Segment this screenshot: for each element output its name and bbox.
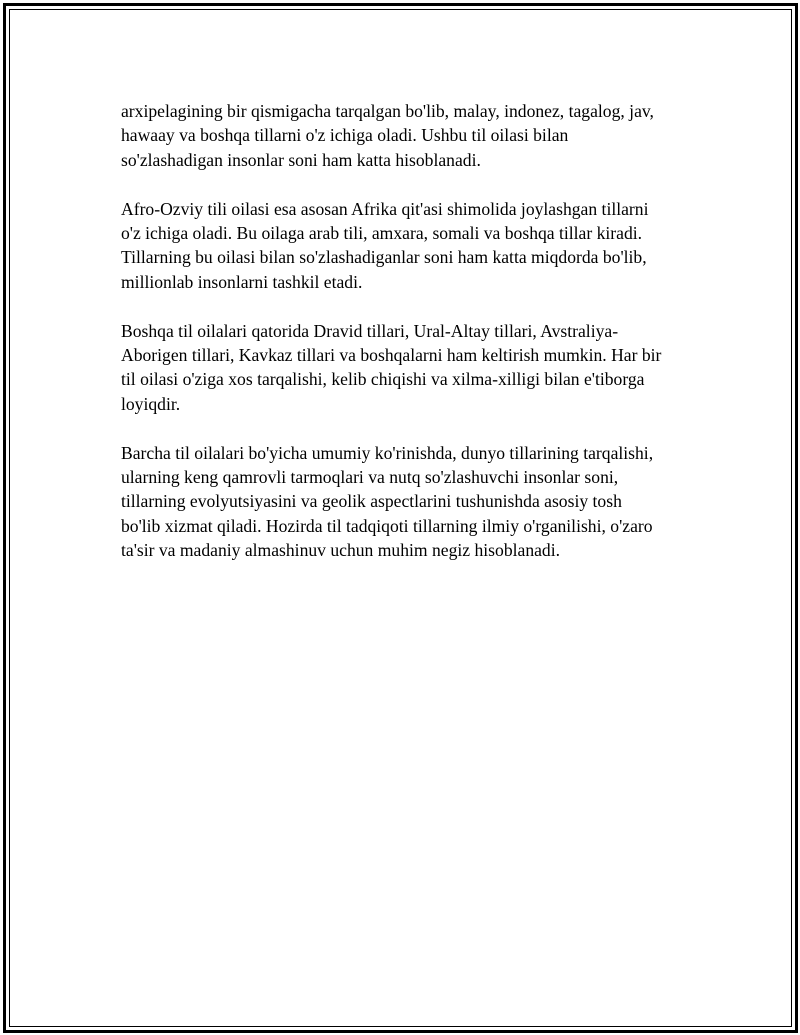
document-body [121,99,701,587]
paragraph-1: arxipelagining bir qismigacha tarqalgan bo'lib, malay, indonez, tagalog, jav, hawaay va boshqa tillarni o'z ichiga oladi. Ushbu til oilasi bilan so'zlashadigan insonlar soni ham katta hisoblanadi. [121,101,654,170]
page-frame [3,3,798,1033]
paragraph-2: Afro-Ozviy tili oilasi esa asosan Afrika qit'asi shimolida joylashgan tillarni o'z ichiga oladi. Bu oilaga arab tili, amxara, somali va boshqa tillar kiradi. Tillarning bu oilasi bilan so'zlashadiganlar soni ham katta miqdorda bo'lib, millionlab insonlarni tashkil etadi. [121,198,649,292]
paragraph-4: Barcha til oilalari bo'yicha umumiy ko'rinishda, dunyo tillarining tarqalishi, ularning keng qamrovli tarmoqlari va nutq so'zlashuvchi insonlar soni, tillarning evolyutsiyasini va geolik aspectlarini tushunishda asosiy tosh bo'lib xizmat qiladi. Hozirda til tadqiqoti tillarning ilmiy o'rganilishi, o'zaro ta'sir va madaniy almashinuv uchun muhim negiz hisoblanadi. [121,442,654,561]
paragraph-3: Boshqa til oilalari qatorida Dravid tillari, Ural-Altay tillari, Avstraliya- Aborigen tillari, Kavkaz tillari va boshqalarni ham keltirish mumkin. Har bir til oilasi o'ziga xos tarqalishi, kelib chiqishi va xilma-xilligi bilan e'tiborga loyiqdir. [121,320,662,414]
